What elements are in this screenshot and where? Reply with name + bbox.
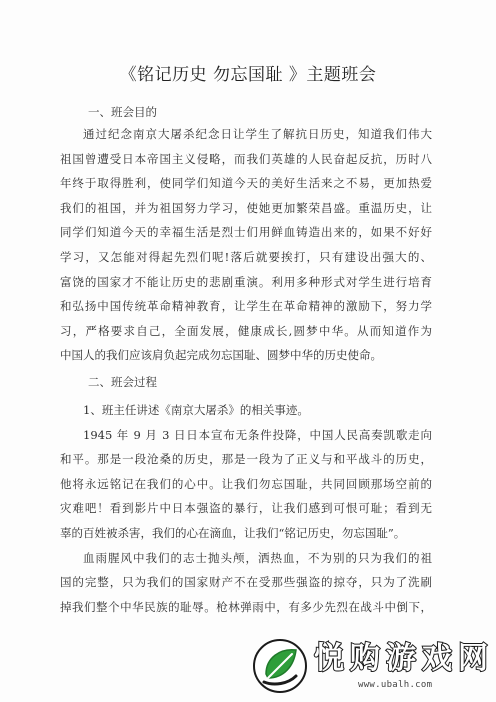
watermark-char: 悦 — [314, 641, 344, 676]
site-watermark — [248, 636, 488, 696]
text-line: 通过纪念南京大屠杀纪念日让学生了解抗日历史，知道我们伟大 — [83, 127, 432, 141]
text-line: 习，严格要求自己，全面发展，健康成长,圆梦中华。从而知道作为 — [60, 323, 432, 338]
leaf-logo-icon — [252, 638, 308, 694]
document-title: 《铭记历史 勿忘国耻 》主题班会 — [119, 65, 377, 85]
text-line: 和平。那是一段沧桑的历史，那是一段为了正义与和平战斗的历史， — [60, 452, 432, 467]
watermark-char: 网 — [458, 641, 488, 676]
watermark-char: 游 — [386, 641, 416, 676]
section-heading-purpose: 一、班会目的 — [88, 105, 157, 119]
subsection-heading: 1、班主任讲述《南京大屠杀》的相关事迹。 — [83, 402, 309, 417]
paragraph-martyrs — [60, 546, 432, 620]
text-line: 1945 年 9 月 3 日日本宣布无条件投降，中国人民高奏凯歌走向 — [83, 427, 432, 442]
watermark-url: www.ubalh.com — [358, 680, 433, 690]
text-line: 年终于取得胜利，使同学们知道今天的美好生活来之不易，更加热爱 — [60, 176, 432, 191]
text-line: 我们的祖国，并为祖国努力学习，使她更加繁荣昌盛。重温历史，让 — [60, 200, 432, 215]
text-line: 掉我们整个中华民族的耻辱。枪林弹雨中，有多少先烈在战斗中倒下， — [60, 599, 432, 614]
text-line: 血雨腥风中我们的志士抛头颅，洒热血，不为别的只为我们的祖 — [83, 550, 432, 565]
section-heading-process: 二、班会过程 — [88, 374, 157, 389]
watermark-char: 购 — [350, 641, 380, 676]
text-line: 富饶的国家才不能让历史的悲剧重演。利用多种形式对学生进行培育 — [60, 274, 432, 289]
text-line: 他将永远铭记在我们的心中。让我们勿忘国耻，共同回顾那场空前的 — [60, 476, 432, 491]
text-line: 和弘扬中国传统革命精神教育，让学生在革命精神的激励下，努力学 — [60, 299, 432, 314]
text-line: 祖国曾遭受日本帝国主义侵略，而我们英雄的人民奋起反抗，历时八 — [60, 151, 432, 166]
document-body — [60, 102, 432, 619]
paragraph-history — [60, 423, 432, 546]
text-line: 辜的百姓被杀害，我们的心在滴血，让我们“铭记历史，勿忘国耻”。 — [60, 525, 406, 540]
text-line: 中国人的我们应该肩负起完成勿忘国耻、圆梦中华的历史使命。 — [60, 348, 382, 363]
text-line: 同学们知道今天的幸福生活是烈士们用鲜血铸造出来的，如果不好好 — [60, 225, 432, 240]
text-line: 灾难吧！看到影片中日本强盗的暴行，让我们感到可恨可耻；看到无 — [60, 501, 432, 516]
watermark-char: 戏 — [422, 641, 452, 676]
text-line: 学习，又怎能对得起先烈们呢!落后就要挨打，只有建设出强大的、 — [60, 249, 432, 264]
watermark-text — [312, 640, 490, 678]
text-line: 国的完整，只为我们的国家财产不在受那些强盗的掠夺，只为了洗刷 — [60, 575, 432, 590]
paragraph-purpose — [60, 122, 432, 368]
